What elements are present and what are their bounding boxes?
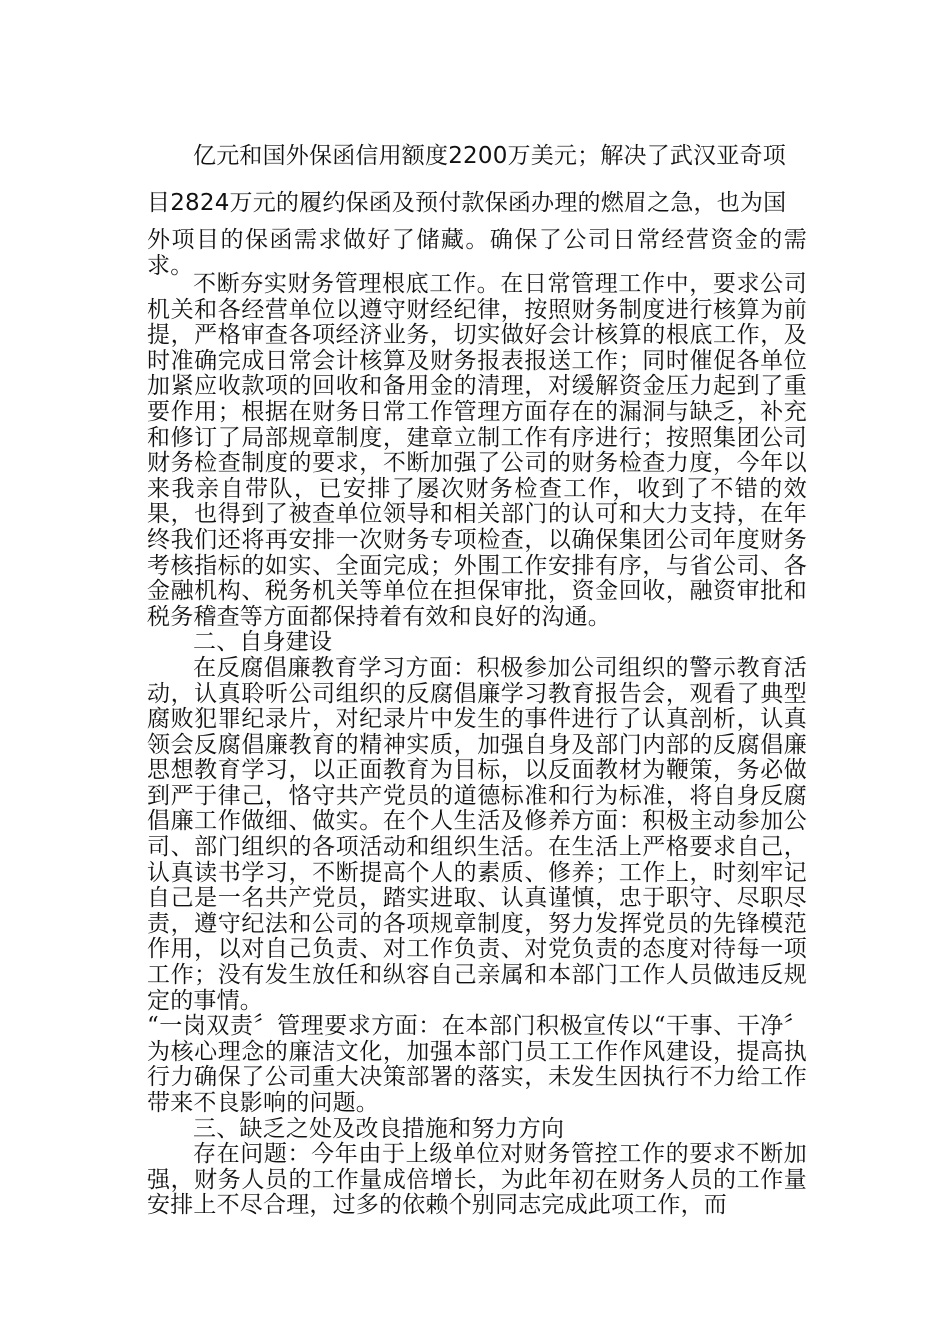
paragraph-finance-foundation: 不断夯实财务管理根底工作。在日常管理工作中，要求公司机关和各经营单位以遵守财经纪律，按照财务制度进行核算为前提，严格审查各项经济业务，切实做好会计核算的根底工作，及时准确完成日常会计核算及财务报表报送工作；同时催促各单位加紧应收款项的回收和备用金的清理，对缓解资金压力起到了重要作用；根据在财务日常工作管理方面存在的漏洞与缺乏，补充和修订了局部规章制度，建章立制工作有序进行；按照集团公司财务检查制度的要求，不断加强了公司的财务检查力度，今年以来我亲自带队，已安排了屡次财务检查工作，收到了不错的效果，也得到了被查单位领导和相关部门的认可和大力支持，在年终我们还将再安排一次财务专项检查，以确保集团公司年度财务考核指标的如实、全面完成；外围工作安排有序，与省公司、各金融机构、税务机关等单位在担保审批，资金回收，融资审批和税务稽查等方面都保持着有效和良好的沟通。 — [147, 271, 807, 630]
paragraph-self-building: 在反腐倡廉教育学习方面：积极参加公司组织的警示教育活动，认真聆听公司组织的反腐倡廉学习教育报告会，观看了典型腐败犯罪纪录片，对纪录片中发生的事件进行了认真剖析，认真领会反腐倡廉教育的精神实质，加强自身及部门内部的反腐倡廉思想教育学习，以正面教育为目标，以反面教材为鞭策，务必做到严于律己，恪守共产党员的道德标准和行为标准，将自身反腐倡廉工作做细、做实。在个人生活及修养方面：积极主动参加公司、部门组织的各项活动和组织生活。在生活上严格要求自己，认真读书学习，不断提高个人的素质、修养；工作上，时刻牢记自己是一名共产党员，踏实进取、认真谨慎，忠于职守、尽职尽责，遵守纪法和公司的各项规章制度，努力发挥党员的先锋模范作用，以对自己负责、对工作负责、对党负责的态度对待每一项工作；没有发生放任和纵容自己亲属和本部门工作人员做违反规定的事情。 — [147, 654, 807, 1014]
section-heading-self-building: 二、自身建设 — [193, 629, 333, 656]
intro-line-3: 外项目的保函需求做好了储藏。确保了公司日常经营资金的需求。 — [147, 227, 807, 279]
intro-paragraph — [147, 133, 807, 227]
intro-line-2: 目2824万元的履约保函及预付款保函办理的燃眉之急，也为国 — [147, 190, 787, 216]
document-body — [147, 272, 807, 1219]
section-heading-shortcomings: 三、缺乏之处及改良措施和努力方向 — [193, 1115, 565, 1142]
intro-line-1: 亿元和国外保函信用额度2200万美元；解决了武汉亚奇项 — [193, 143, 786, 169]
paragraph-existing-problems: 存在问题：今年由于上级单位对财务管控工作的要求不断加强，财务人员的工作量成倍增长，为此年初在财务人员的工作量安排上不尽合理，过多的依赖个别同志完成此项工作，而 — [147, 1141, 807, 1219]
paragraph-dual-responsibility: “一岗双责〞管理要求方面：在本部门积极宣传以“干事、干净〞为核心理念的廉洁文化，加强本部门员工工作作风建设，提高执行力确保了公司重大决策部署的落实，未发生因执行不力给工作带来不良影响的问题。 — [147, 1013, 807, 1116]
